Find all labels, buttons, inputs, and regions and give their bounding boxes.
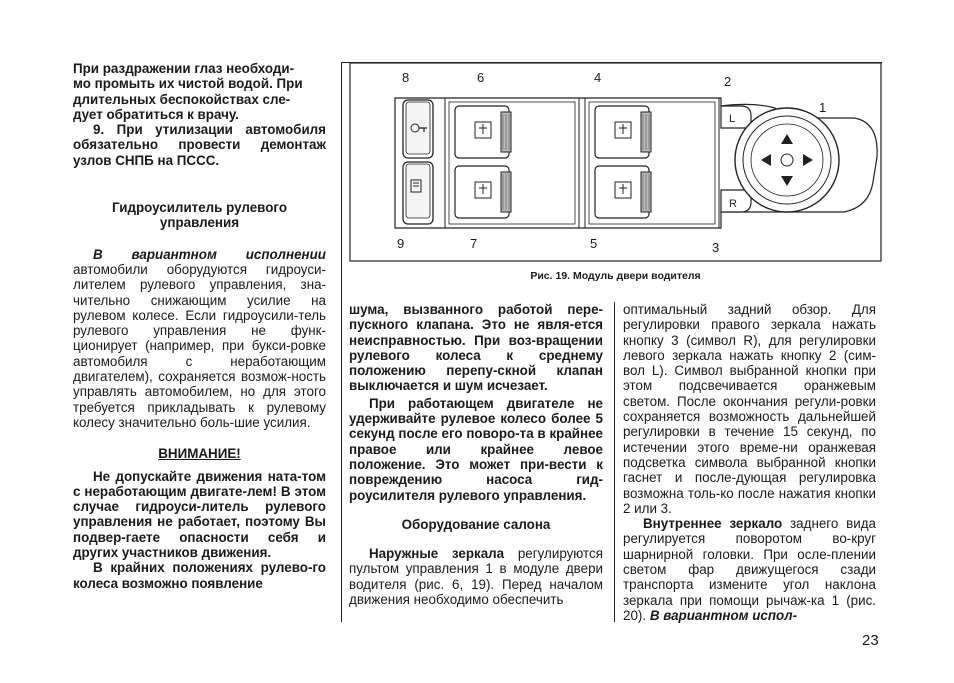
column-rule-left [341, 62, 342, 622]
right-column [623, 302, 876, 623]
window-switch-5 [595, 166, 651, 218]
power-steering-paragraph [73, 247, 326, 431]
callout-1: 1 [819, 100, 827, 115]
intro-line-3: длительных беспокойствах сле- [73, 91, 291, 107]
inner-mirror-paragraph [623, 516, 876, 623]
column-rule-center [614, 302, 615, 622]
section-title-power-steering: Гидроусилитель рулевого управления [111, 200, 288, 231]
figure-caption: Рис. 19. Модуль двери водителя [530, 270, 701, 282]
window-switch-7 [455, 166, 511, 218]
variant-body: автомобили оборудуются гидроуси-лителем рулевого управления, зна-чительно снижающим усилие на рулевом колесе. Если гидроусили-тель рулевого управления не функ-ционирует (например, при букси-ровке автомобиля с неработающим двигателем), сохраняется возмож-ность управлять автомобилем, но для этого требуется прикладывать к рулевому колесу значительно боль-шие усилия. [73, 261, 326, 430]
callout-9: 9 [397, 236, 405, 251]
engine-warning: При работающем двигателе не удерживайте рулевое колесо более 5 секунд после его поворо-та в крайнее правое или крайнее левое положение. Это может при-вести к повреждению насоса гид-роусилителя рулевого управления. [349, 395, 603, 503]
noise-continuation: шума, вызванного работой пере-пускного клапана. Это не явля-ется неисправностью. При воз-вращении рулевого колеса к среднему положению перепу-скной клапан выключается и шум исчезает. [349, 302, 603, 394]
item-9: 9. При утилизации автомобиля обязательно провести демонтаж узлов СНПБ на ПССС. [73, 122, 326, 168]
mirror-left-button-2 [721, 106, 751, 128]
middle-column [349, 302, 603, 607]
intro-line-4: дует обратиться к врачу. [73, 106, 239, 122]
callout-2: 2 [724, 74, 732, 89]
mirror-adjust-text: оптимальный задний обзор. Для регулировки правого зеркала нажать кнопку 3 (символ R), для регулировки левого зеркала нажать кнопку 2 (сим-вол L). Символ выбранной кнопки при этом подсвечивается оранжевым светом. После окончания регули-ровки сохраняется возможность дальнейшей регулировки в течение 15 секунд, по истечении этого време-ни оранжевая подсветка символа выбранной кнопки гаснет и после-дующая регулировка возможна толь-ко после нажатия кнопки 2 или 3. [623, 302, 876, 516]
window-switch-4 [595, 106, 651, 158]
callout-3: 3 [712, 240, 720, 255]
extreme-position-text: В крайних положениях рулево-го колеса возможно появление [73, 560, 326, 591]
outer-mirrors-paragraph [349, 546, 603, 607]
inner-mirror-tail: В вариантном испол- [649, 607, 798, 623]
inner-mirror-body: заднего вида регулируется поворотом во-круг шарнирной головки. При осле-плении светом фар движущегося сзади транспорта измените угол наклона зеркала при помощи рычаж-ка 1 (рис. 20). [623, 516, 876, 623]
variant-lead: В вариантном исполнении [93, 246, 326, 262]
callout-6: 6 [477, 70, 485, 85]
left-column [73, 61, 326, 591]
warning-text: Не допускайте движения ната-том с неработающим двигате-лем! В этом случае гидроуси-литель рулевого управления не работает, поэтому Вы подвер-гаете опасности себя и других участников движения. [73, 468, 326, 561]
callout-5: 5 [590, 236, 598, 251]
window-switch-6 [455, 106, 511, 158]
warning-title: ВНИМАНИЕ! [158, 446, 241, 462]
mirror-left-symbol: L [729, 113, 736, 125]
callout-7: 7 [470, 236, 478, 251]
page-number: 23 [862, 632, 879, 649]
callout-8: 8 [402, 70, 410, 85]
inner-mirror-lead: Внутреннее зеркало [643, 516, 783, 532]
section-title-interior: Оборудование салона [401, 516, 551, 532]
child-lock-button-9 [403, 162, 433, 224]
intro-line-1: При раздражении глаз необходи- [73, 61, 295, 76]
callout-4: 4 [594, 70, 602, 85]
outer-mirrors-body: регулируются пультом управления 1 в модуле двери водителя (рис. 6, 19). Перед началом движения необходимо обеспечить [349, 546, 603, 608]
door-module-figure [349, 62, 882, 262]
mirror-joystick-1 [735, 108, 839, 212]
outer-mirrors-lead: Наружные зеркала [369, 546, 505, 562]
intro-line-2: мо промыть их чистой водой. При [73, 76, 303, 92]
lock-button-8 [403, 100, 433, 158]
mirror-right-symbol: R [729, 198, 737, 210]
